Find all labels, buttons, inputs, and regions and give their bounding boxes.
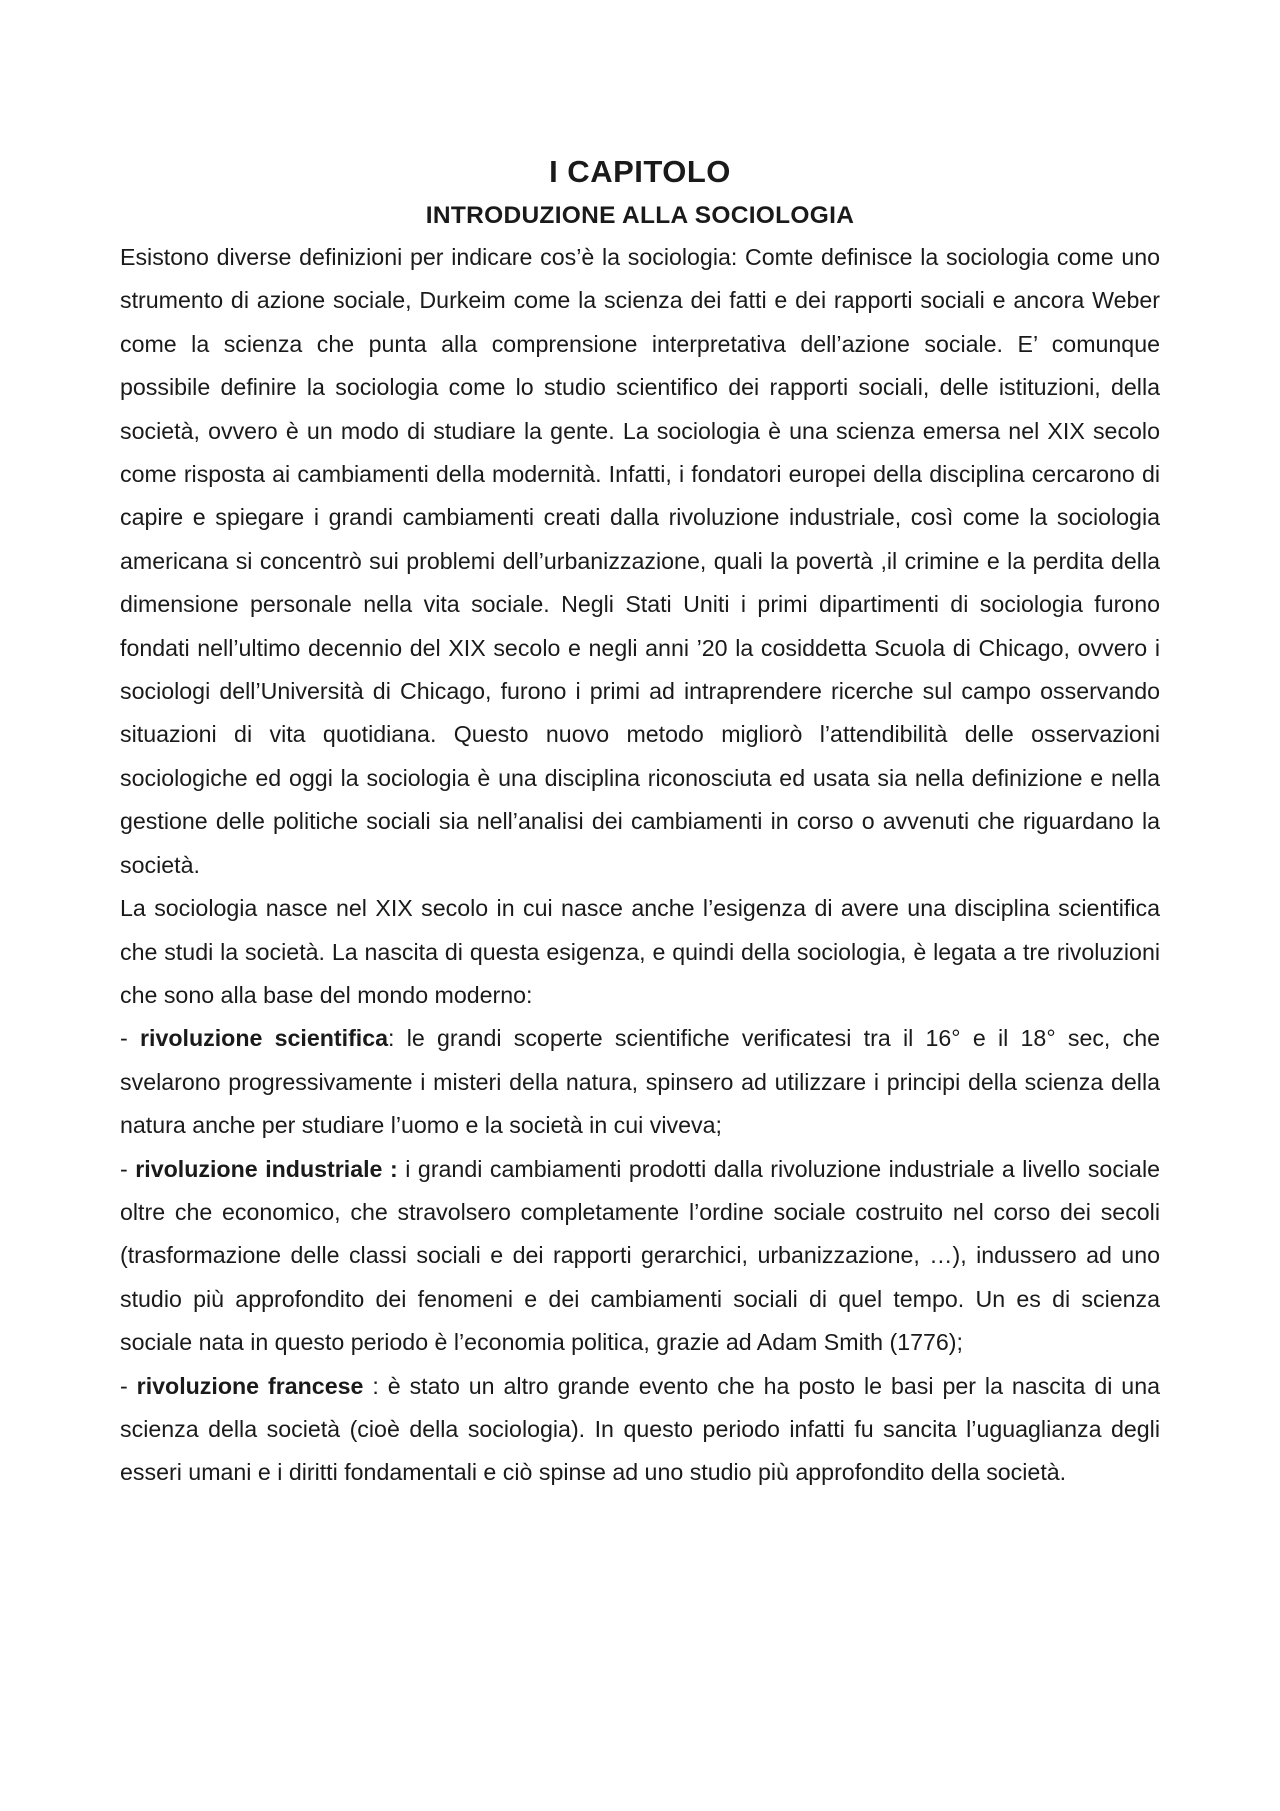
list-item-industrial-revolution <box>120 1148 1160 1365</box>
description-industrial-revolution: i grandi cambiamenti prodotti dalla rivoluzione industriale a livello sociale oltre che economico, che stravolsero completamente l’ordine sociale costruito nel corso dei secoli (trasformazione delle classi sociali e dei rapporti gerarchici, urbanizzazione, …), indussero ad uno studio più approfondito dei fenomeni e dei cambiamenti sociali di quel tempo. Un es di scienza sociale nata in questo periodo è l’economia politica, grazie ad Adam Smith (1776); <box>120 1155 1161 1356</box>
origins-paragraph: La sociologia nasce nel XIX secolo in cui nasce anche l’esigenza di avere una disciplina scientifica che studi la società. La nascita di questa esigenza, e quindi della sociologia, è legata a tre rivoluzioni che sono alla base del mondo moderno: <box>120 895 1160 1008</box>
term-french-revolution: rivoluzione francese <box>136 1372 364 1399</box>
section-title: INTRODUZIONE ALLA SOCIOLOGIA <box>425 202 855 229</box>
description-french-revolution: : è stato un altro grande evento che ha posto le basi per la nascita di una scienza della società (cioè della sociologia). In questo periodo infatti fu sancita l’uguaglianza degli esseri umani e i diritti fondamentali e ciò spinse ad uno studio più approfondito della società. <box>120 1372 1160 1486</box>
list-dash: - <box>120 1155 136 1182</box>
description-scientific-revolution: : le grandi scoperte scientifiche verificatesi tra il 16° e il 18° sec, che svelarono progressivamente i misteri della natura, spinsero ad utilizzare i principi della scienza della natura anche per studiare l’uomo e la società in cui viveva; <box>120 1025 1161 1139</box>
list-item-french-revolution <box>120 1365 1160 1495</box>
term-scientific-revolution: rivoluzione scientifica <box>139 1025 389 1052</box>
list-item-scientific-revolution <box>120 1017 1160 1147</box>
term-industrial-revolution: rivoluzione industriale : <box>135 1155 398 1182</box>
chapter-title: I CAPITOLO <box>549 154 731 189</box>
list-dash: - <box>120 1025 140 1052</box>
list-dash: - <box>120 1372 137 1399</box>
document-page <box>120 150 1160 1495</box>
intro-paragraph: Esistono diverse definizioni per indicare cos’è la sociologia: Comte definisce la sociologia come uno strumento di azione sociale, Durkeim come la scienza dei fatti e dei rapporti sociali e ancora Weber come la scienza che punta alla comprensione interpretativa dell’azione sociale. E’ comunque possibile definire la sociologia come lo studio scientifico dei rapporti sociali, delle istituzioni, della società, ovvero è un modo di studiare la gente. La sociologia è una scienza emersa nel XIX secolo come risposta ai cambiamenti della modernità. Infatti, i fondatori europei della disciplina cercarono di capire e spiegare i grandi cambiamenti creati dalla rivoluzione industriale, così come la sociologia americana si concentrò sui problemi dell’urbanizzazione, quali la povertà ,il crimine e la perdita della dimensione personale nella vita sociale. Negli Stati Uniti i primi dipartimenti di sociologia furono fondati nell’ultimo decennio del XIX secolo e negli anni ’20 la cosiddetta Scuola di Chicago, ovvero i sociologi dell’Università di Chicago, furono i primi ad intraprendere ricerche sul campo osservando situazioni di vita quotidiana. Questo nuovo metodo migliorò l’attendibilità delle osservazioni sociologiche ed oggi la sociologia è una disciplina riconosciuta ed usata sia nella definizione e nella gestione delle politiche sociali sia nell’analisi dei cambiamenti in corso o avvenuti che riguardano la società. <box>120 244 1160 878</box>
